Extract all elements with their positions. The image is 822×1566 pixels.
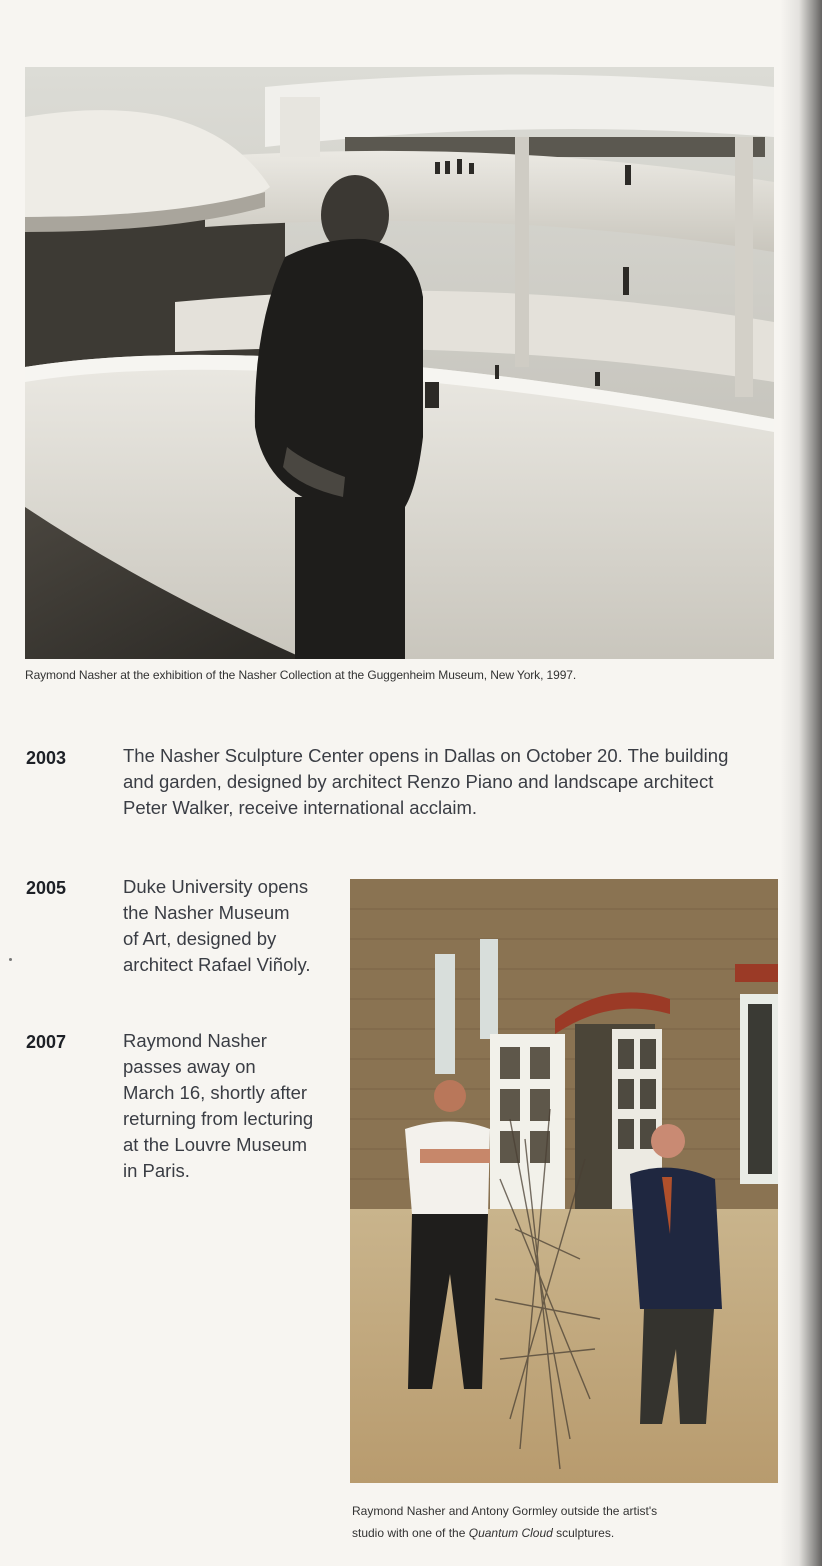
timeline-year-2007: 2007 [26,1032,67,1052]
timeline-text-2003 [123,743,783,821]
text-line: The Nasher Sculpture Center opens in Dallas on October 20. The building [123,745,729,766]
artwork-title: Quantum Cloud [468,1526,553,1540]
text-line: Peter Walker, receive international acclaim. [123,797,478,818]
text-line: Raymond Nasher [123,1030,267,1051]
caption-line: Raymond Nasher and Antony Gormley outside the artist's [352,1504,658,1518]
page-edge-shadow [780,0,822,1566]
text-line: and garden, designed by architect Renzo Piano and landscape architect [123,771,714,792]
caption-text: studio with one of the [352,1526,469,1540]
text-line: in Paris. [123,1160,190,1181]
timeline-text-2005 [123,874,343,978]
caption-line [352,1522,772,1544]
text-line: architect Rafael Viñoly. [123,954,311,975]
timeline-text-2007 [123,1028,343,1184]
text-line: the Nasher Museum [123,902,290,923]
text-line: Duke University opens [123,876,309,897]
photo-caption-top: Raymond Nasher at the exhibition of the Nasher Collection at the Guggenheim Museum, New York, 1997. [25,668,577,682]
text-line: of Art, designed by [123,928,277,949]
text-line: passes away on [123,1056,256,1077]
guggenheim-photo [25,67,774,659]
timeline-year-2003: 2003 [26,748,67,768]
text-line: returning from lecturing [123,1108,314,1129]
speck [9,958,12,961]
caption-text: sculptures. [552,1526,615,1540]
timeline-year-2005: 2005 [26,878,67,898]
text-line: at the Louvre Museum [123,1134,308,1155]
text-line: March 16, shortly after [123,1082,308,1103]
studio-photo [350,879,778,1483]
photo-caption-bottom [352,1500,772,1544]
